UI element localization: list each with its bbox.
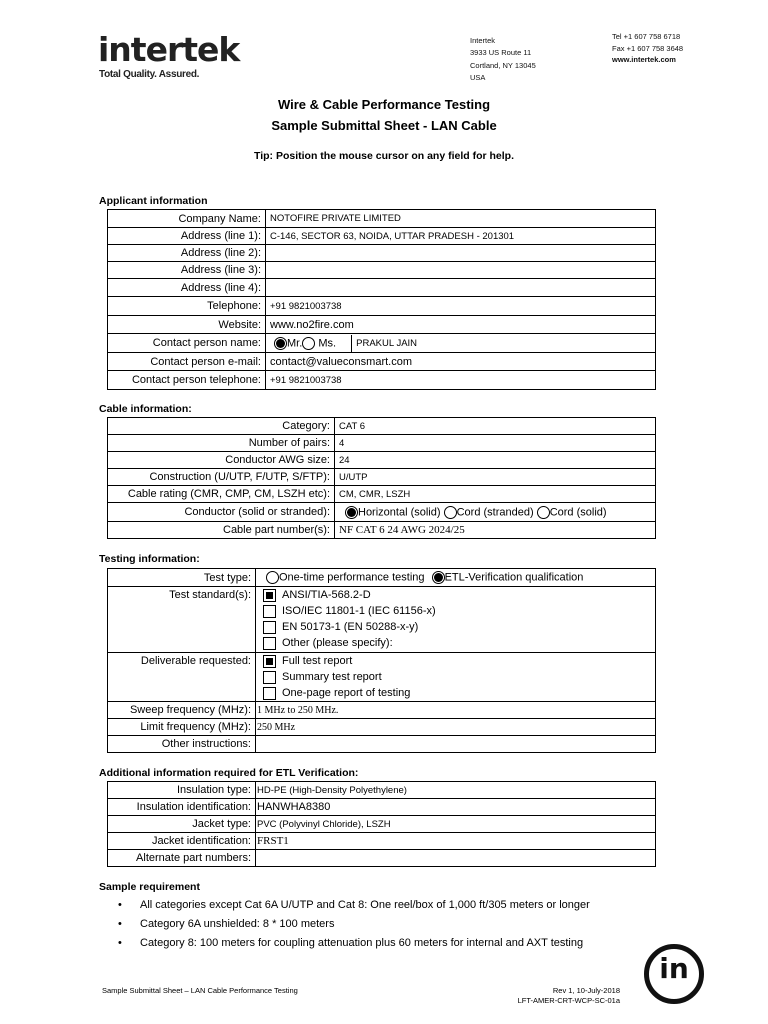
address-line3-label: Address (line 3): [108,262,266,279]
list-item: • Category 8: 100 meters for coupling attenuation plus 60 meters for internal and AXT testing [118,934,590,953]
list-item: • All categories except Cat 6A U/UTP and Cat 8: One reel/box of 1,000 ft/305 meters or longer [118,896,590,915]
testing-heading: Testing information: [99,553,200,565]
etl-heading: Additional information required for ETL Verification: [99,767,359,779]
construction-label: Construction (U/UTP, F/UTP, S/FTP): [108,469,335,486]
limit-frequency-field[interactable]: 250 MHz [256,719,656,736]
address-line2-field[interactable] [266,245,656,262]
horizontal-solid-label: Horizontal (solid) [358,506,441,518]
construction-field[interactable]: U/UTP [335,469,656,486]
jacket-type-label: Jacket type: [108,816,256,833]
address-line: USA [470,72,486,82]
address-line: Intertek [470,36,496,45]
category-label: Category: [108,418,335,435]
std1-label: ANSI/TIA-568.2-D [282,589,371,602]
contact-telephone-field[interactable]: +91 9821003738 [266,371,656,390]
document-subtitle: Sample Submittal Sheet - LAN Cable [271,118,497,133]
std4-checkbox[interactable] [263,637,276,650]
badge-text: in [659,952,689,985]
revision-text: Rev 1, 10-July-2018 [552,986,620,995]
awg-field[interactable]: 24 [335,452,656,469]
conductor-label: Conductor (solid or stranded): [108,503,335,522]
onetime-radio[interactable] [266,571,279,584]
other-instructions-label: Other instructions: [108,736,256,753]
mr-label: Mr. [287,337,303,349]
insulation-id-label: Insulation identification: [108,799,256,816]
sample-heading: Sample requirement [99,881,200,893]
horizontal-solid-radio[interactable] [345,506,358,519]
sweep-frequency-field[interactable]: 1 MHz to 250 MHz. [256,702,656,719]
insulation-type-field[interactable]: HD-PE (High-Density Polyethylene) [256,782,656,799]
applicant-heading: Applicant information [99,195,208,207]
pairs-field[interactable]: 4 [335,435,656,452]
applicant-table [107,209,656,390]
list-item: • Category 6A unshielded: 8 * 100 meters [118,915,590,934]
part-number-field[interactable]: NF CAT 6 24 AWG 2024/25 [335,522,656,539]
ms-radio[interactable] [302,337,315,350]
etl-radio[interactable] [432,571,445,584]
alternate-parts-field[interactable] [256,850,656,867]
logo-tagline: Total Quality. Assured. [99,69,200,80]
contact-email-field[interactable]: contact@valueconsmart.com [266,353,656,371]
website-label: Website: [108,316,266,334]
awg-label: Conductor AWG size: [108,452,335,469]
company-contact [612,31,683,66]
alternate-parts-label: Alternate part numbers: [108,850,256,867]
pairs-label: Number of pairs: [108,435,335,452]
one-page-report-checkbox[interactable] [263,687,276,700]
category-field[interactable]: CAT 6 [335,418,656,435]
summary-report-checkbox[interactable] [263,671,276,684]
address-line: 3933 US Route 11 [470,48,532,58]
std1-checkbox[interactable] [263,589,276,602]
address-line3-field[interactable] [266,262,656,279]
company-name-label: Company Name: [108,210,266,228]
cord-solid-label: Cord (solid) [549,506,607,518]
cord-stranded-radio[interactable] [444,506,457,519]
footer-revision [470,986,620,1006]
document-code: LFT-AMER-CRT-WCP-SC-01a [517,996,620,1005]
one-page-report-label: One-page report of testing [282,687,411,700]
ms-label: Ms. [318,337,337,349]
company-name-field[interactable]: NOTOFIRE PRIVATE LIMITED [266,210,656,228]
address-line1-field[interactable]: C-146, SECTOR 63, NOIDA, UTTAR PRADESH - 201301 [266,228,656,245]
full-report-checkbox[interactable] [263,655,276,668]
website-link[interactable]: www.intertek.com [612,55,676,64]
jacket-id-label: Jacket identification: [108,833,256,850]
address-line4-label: Address (line 4): [108,279,266,297]
mr-radio[interactable] [274,337,287,350]
sample-requirement-list [118,896,590,953]
tel-text: Tel +1 607 758 6718 [612,32,681,41]
insulation-id-field[interactable]: HANWHA8380 [256,799,656,816]
company-address [470,35,536,84]
testing-table [107,568,656,753]
fax-text: Fax +1 607 758 3648 [612,43,684,53]
address-line2-label: Address (line 2): [108,245,266,262]
part-number-label: Cable part number(s): [108,522,335,539]
telephone-label: Telephone: [108,297,266,316]
limit-frequency-label: Limit frequency (MHz): [108,719,256,736]
cable-rating-label: Cable rating (CMR, CMP, CM, LSZH etc): [108,486,335,503]
sweep-frequency-label: Sweep frequency (MHz): [108,702,256,719]
address-line1-label: Address (line 1): [108,228,266,245]
test-type-label: Test type: [108,569,256,587]
document-title: Wire & Cable Performance Testing [277,97,491,112]
contact-name-label: Contact person name: [108,334,266,353]
etl-table [107,781,656,867]
cord-solid-radio[interactable] [537,506,550,519]
std2-label: ISO/IEC 11801-1 (IEC 61156-x) [282,605,436,618]
address-line: Cortland, NY 13045 [470,60,536,70]
jacket-type-field[interactable]: PVC (Polyvinyl Chloride), LSZH [256,816,656,833]
telephone-field[interactable]: +91 9821003738 [266,297,656,316]
cable-heading: Cable information: [99,403,192,415]
std3-checkbox[interactable] [263,621,276,634]
insulation-type-label: Insulation type: [108,782,256,799]
contact-telephone-label: Contact person telephone: [108,371,266,390]
contact-name-field[interactable]: PRAKUL JAIN [351,335,417,352]
std4-label: Other (please specify): [282,637,393,650]
footer-title: Sample Submittal Sheet – LAN Cable Performance Testing [102,986,298,995]
onetime-label: One-time performance testing [279,571,425,584]
full-report-label: Full test report [282,655,353,668]
cord-stranded-label: Cord (stranded) [456,506,534,518]
jacket-id-field[interactable]: FRST1 [256,833,656,850]
other-instructions-field[interactable] [256,736,656,753]
std2-checkbox[interactable] [263,605,276,618]
cable-table [107,417,656,539]
help-tip: Tip: Position the mouse cursor on any field for help. [254,150,514,162]
website-field[interactable]: www.no2fire.com [266,316,656,334]
etl-label: ETL-Verification qualification [444,571,584,584]
address-line4-field[interactable] [266,279,656,297]
cable-rating-field[interactable]: CM, CMR, LSZH [335,486,656,503]
test-standard-label: Test standard(s): [108,587,256,653]
contact-email-label: Contact person e-mail: [108,353,266,371]
deliverable-label: Deliverable requested: [108,653,256,702]
summary-report-label: Summary test report [282,671,382,684]
std3-label: EN 50173-1 (EN 50288-x-y) [282,621,419,634]
intertek-logo: intertek [98,30,240,69]
